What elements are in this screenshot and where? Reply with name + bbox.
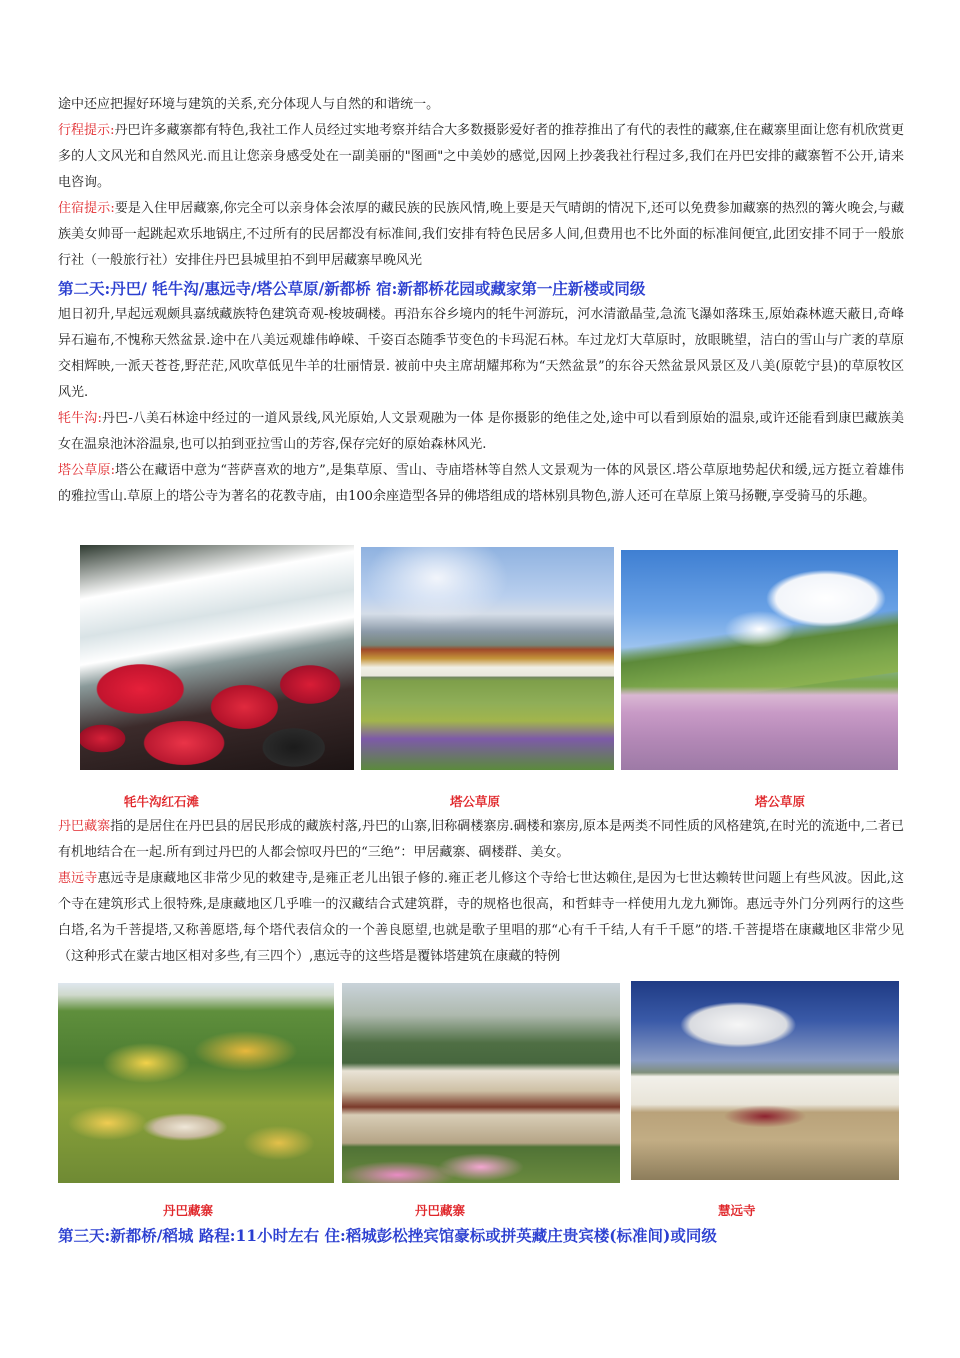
caption-red-rock-beach: 牦牛沟红石滩 (124, 794, 200, 809)
photo-red-rock-beach (80, 545, 354, 770)
photo-huiyuan-temple (631, 981, 899, 1180)
caption-tagong-1: 塔公草原 (450, 794, 501, 809)
yak-valley-paragraph (58, 406, 904, 458)
photo-danba-village-1 (58, 983, 334, 1183)
caption-tagong-2: 塔公草原 (755, 794, 806, 809)
huiyuan-paragraph (58, 866, 904, 970)
page-content (58, 92, 904, 510)
lodging-tip (58, 196, 904, 274)
huiyuan-text: 惠远寺是康藏地区非常少见的敕建寺,是雍正老儿出银子修的.雍正老儿修这个寺给七世达赖住,是因为七世达赖转世问题上有些风波。因此,这个寺在建筑形式上很特殊,是康藏地区几乎唯一的汉藏结合式建筑群，寺的规格也很高，和哲蚌寺一样使用九龙九狮饰。惠远寺外门分列两行的这些白塔,名为千菩提塔,又称善愿塔,每个塔代表信众的一个善良愿望,也就是歌子里唱的那“心有千千结,人有千千愿”的塔.千菩提塔在康藏地区非常少见（这种形式在蒙古地区相对多些,有三四个）,惠远寺的这些塔是覆钵塔建筑在康藏的特例 (58, 871, 904, 964)
itinerary-tip-text: 丹巴许多藏寨都有特色,我社工作人员经过实地考察并结合大多数摄影爱好者的推荐推出了有代的表性的藏寨,住在藏寨里面让您有机欣赏更多的人文风光和自然风光.而且让您亲身感受处在一副美丽的"图画"之中美妙的感觉,因网上抄袭我社行程过多,我们在丹巴安排的藏寨暂不公开,请来电咨询。 (58, 123, 904, 190)
itinerary-tip-label: 行程提示: (58, 123, 115, 138)
caption-danba-village-2: 丹巴藏寨 (415, 1203, 466, 1218)
itinerary-tip (58, 118, 904, 196)
tagong-label: 塔公草原: (58, 463, 115, 478)
caption-danba-village-1: 丹巴藏寨 (163, 1203, 214, 1218)
danba-village-paragraph (58, 814, 904, 866)
photo-tagong-grassland (621, 550, 898, 770)
photo-tagong-monastery (361, 547, 614, 770)
tagong-paragraph (58, 458, 904, 510)
lodging-tip-text: 要是入住甲居藏寨,你完全可以亲身体会浓厚的藏民族的民族风情,晚上要是天气晴朗的情况下,还可以免费参加藏寨的热烈的篝火晚会,与藏族美女帅哥一起跳起欢乐地锅庄,不过所有的民居都没有标准间,我们安排有特色民居多人间,但费用也不比外面的标准间便宜,此团安排不同于一般旅行社（一般旅行社）安排住丹巴县城里拍不到甲居藏寨早晚风光 (58, 201, 904, 268)
page-content-2 (58, 814, 904, 970)
danba-village-label: 丹巴藏寨 (58, 819, 111, 834)
photo-danba-village-2 (342, 983, 620, 1183)
yak-valley-label: 牦牛沟: (58, 411, 102, 426)
caption-huiyuan-temple: 慧远寺 (718, 1203, 756, 1218)
page-content-3 (58, 1221, 904, 1249)
intro-paragraph: 途中还应把握好环境与建筑的关系,充分体现人与自然的和谐统一。 (58, 97, 440, 112)
huiyuan-label: 惠远寺 (58, 871, 98, 886)
day2-heading: 第二天:丹巴/ 牦牛沟/惠远寺/塔公草原/新都桥 宿:新都桥花园或藏家第一庄新楼或同级 (58, 279, 646, 298)
tagong-text: 塔公在藏语中意为“菩萨喜欢的地方”,是集草原、雪山、寺庙塔林等自然人文景观为一体的风景区.塔公草原地势起伏和缓,远方挺立着雄伟的雅拉雪山.草原上的塔公寺为著名的花教寺庙，由100余座造型各异的佛塔组成的塔林别具物色,游人还可在草原上策马扬鞭,享受骑马的乐趣。 (58, 463, 904, 504)
lodging-tip-label: 住宿提示: (58, 201, 115, 216)
danba-village-text: 指的是居住在丹巴县的居民形成的藏族村落,丹巴的山寨,旧称碉楼寨房.碉楼和寨房,原本是两类不同性质的风格建筑,在时光的流逝中,二者已有机地结合在一起.所有到过丹巴的人都会惊叹丹巴的“三绝”：甲居藏寨、碉楼群、美女。 (58, 819, 904, 860)
yak-valley-text: 丹巴-八美石林途中经过的一道风景线,风光原始,人文景观融为一体 是你摄影的绝佳之处,途中可以看到原始的温泉,或许还能看到康巴藏族美女在温泉池沐浴温泉,也可以拍到亚拉雪山的芳容,保存完好的原始森林风光. (58, 411, 904, 452)
day2-body: 旭日初升,早起远观颇具嘉绒藏族特色建筑奇观-梭坡碉楼。再沿东谷乡境内的牦牛河游玩，河水清澈晶莹,急流飞瀑如落珠玉,原始森林遮天蔽日,奇峰异石遍布,不愧称天然盆景.途中在八美远观雄伟峥嵘、千姿百态随季节变色的卡玛泥石林。车过龙灯大草原时，放眼眺望，洁白的雪山与广袤的草原交相辉映,一派天苍苍,野茫茫,风吹草低见牛羊的壮丽情景. 被前中央主席胡耀邦称为“天然盆景”的东谷天然盆景风景区及八美(原乾宁县)的草原牧区风光. (58, 307, 904, 400)
day3-heading: 第三天:新都桥/稻城 路程:11小时左右 住:稻城彭松挫宾馆豪标或拼英藏庄贵宾楼(标准间)或同级 (58, 1226, 717, 1245)
